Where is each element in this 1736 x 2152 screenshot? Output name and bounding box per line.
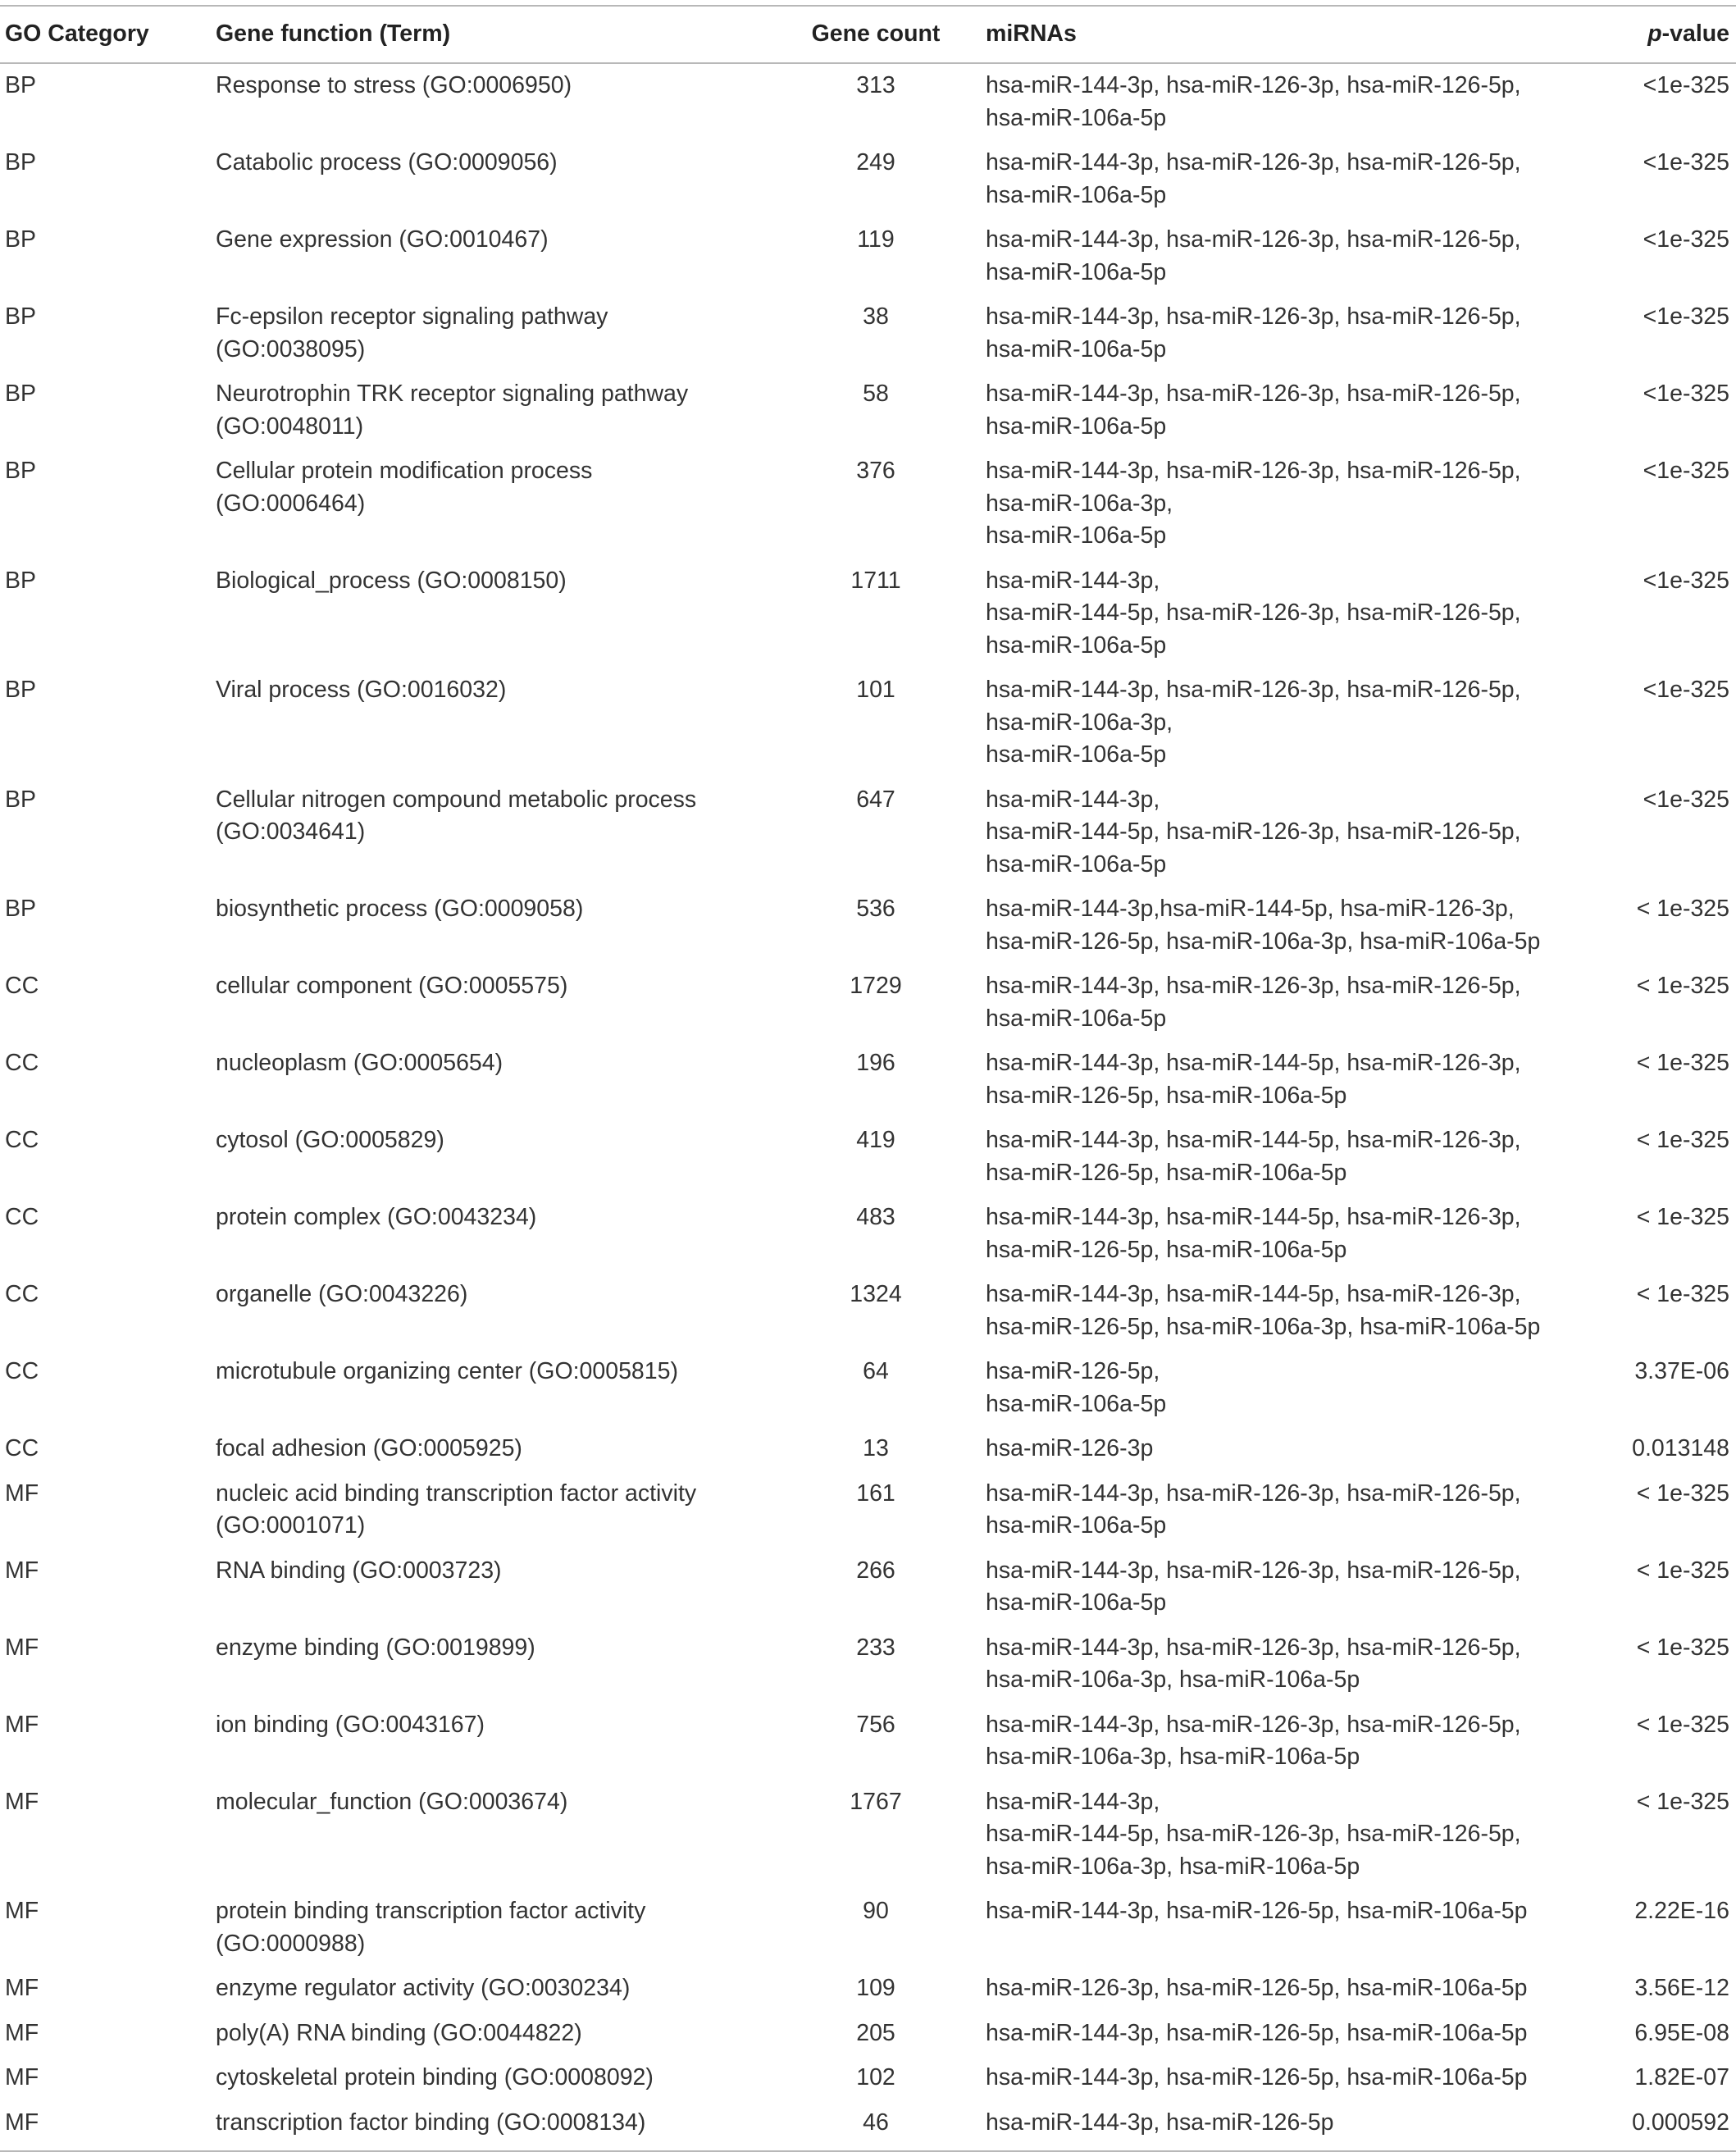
- mirna-line: hsa-miR-106a-3p, hsa-miR-106a-5p: [986, 1744, 1360, 1770]
- cell-p-value: 0.013148: [1632, 1435, 1729, 1461]
- cell-gene-function: [216, 964, 769, 1042]
- mirna-line: hsa-miR-144-3p, hsa-miR-126-3p, hsa-miR-126-5p,: [986, 149, 1521, 176]
- term-line: organelle (GO:0043226): [216, 1281, 468, 1307]
- cell-mirnas: [982, 1196, 1629, 1273]
- term-line: cytosol (GO:0005829): [216, 1127, 444, 1153]
- mirna-line: hsa-miR-106a-5p: [986, 258, 1167, 285]
- cell-gene-function: [216, 1703, 769, 1780]
- cell-go-category: CC: [5, 1050, 39, 1076]
- mirna-line: hsa-miR-106a-3p,: [986, 490, 1173, 517]
- cell-go-category: MF: [5, 1480, 39, 1507]
- cell-gene-function: [216, 2100, 769, 2151]
- cell-p-value: < 1e-325: [1636, 1480, 1729, 1507]
- term-line: nucleoplasm (GO:0005654): [216, 1050, 503, 1076]
- cell-gene-function: [216, 1119, 769, 1196]
- table-row: [0, 1780, 1736, 1890]
- term-line: protein complex (GO:0043234): [216, 1204, 537, 1230]
- mirna-line: hsa-miR-144-3p, hsa-miR-126-3p, hsa-miR-126-5p,: [986, 677, 1521, 703]
- cell-gene-function: [216, 1427, 769, 1472]
- mirna-line: hsa-miR-144-3p, hsa-miR-126-5p: [986, 2109, 1334, 2136]
- cell-go-category: BP: [5, 72, 37, 98]
- table-row: [0, 668, 1736, 778]
- term-line: poly(A) RNA binding (GO:0044822): [216, 2019, 582, 2046]
- term-line: microtubule organizing center (GO:0005815): [216, 1358, 678, 1384]
- cell-go-category: MF: [5, 1634, 39, 1661]
- cell-mirnas: [982, 559, 1629, 668]
- cell-gene-count: 58: [863, 381, 889, 407]
- table-row: [0, 1119, 1736, 1196]
- mirna-line: hsa-miR-144-3p, hsa-miR-126-5p, hsa-miR-106a-5p: [986, 2019, 1528, 2046]
- cell-gene-count: 376: [856, 458, 895, 484]
- term-line: Viral process (GO:0016032): [216, 677, 507, 703]
- term-line: cellular component (GO:0005575): [216, 973, 568, 999]
- cell-go-category: BP: [5, 786, 37, 813]
- mirna-line: hsa-miR-144-3p,: [986, 567, 1160, 594]
- cell-gene-function: [216, 1967, 769, 2012]
- cell-gene-function: [216, 2011, 769, 2056]
- mirna-line: hsa-miR-126-5p, hsa-miR-106a-5p: [986, 1159, 1347, 1186]
- mirna-line: hsa-miR-106a-3p, hsa-miR-106a-5p: [986, 1853, 1360, 1880]
- cell-p-value: <1e-325: [1643, 226, 1729, 253]
- term-line: Cellular protein modification process: [216, 458, 593, 484]
- mirna-line: hsa-miR-126-5p, hsa-miR-106a-3p, hsa-miR-106a-5p: [986, 1313, 1541, 1340]
- header-p-value: [1629, 6, 1736, 63]
- mirna-line: hsa-miR-106a-5p: [986, 850, 1167, 878]
- table-row: [0, 1703, 1736, 1780]
- mirna-line: hsa-miR-106a-5p: [986, 1589, 1167, 1616]
- mirna-line: hsa-miR-106a-5p: [986, 413, 1167, 440]
- cell-p-value: < 1e-325: [1636, 973, 1729, 999]
- mirna-line: hsa-miR-144-3p,hsa-miR-144-5p, hsa-miR-126-3p,: [986, 896, 1515, 922]
- mirna-line: hsa-miR-144-3p, hsa-miR-126-3p, hsa-miR-126-5p,: [986, 973, 1521, 999]
- cell-mirnas: [982, 1119, 1629, 1196]
- table-row: [0, 295, 1736, 372]
- term-line: focal adhesion (GO:0005925): [216, 1435, 522, 1461]
- term-line: cytoskeletal protein binding (GO:0008092): [216, 2064, 654, 2090]
- mirna-line: hsa-miR-144-5p, hsa-miR-126-3p, hsa-miR-126-5p,: [986, 1821, 1521, 1847]
- mirna-line: hsa-miR-144-3p, hsa-miR-144-5p, hsa-miR-126-3p,: [986, 1127, 1521, 1153]
- term-line: nucleic acid binding transcription factor activity: [216, 1480, 697, 1507]
- mirna-line: hsa-miR-126-5p, hsa-miR-106a-5p: [986, 1082, 1347, 1109]
- table-row: [0, 2056, 1736, 2101]
- cell-gene-count: 536: [856, 896, 895, 922]
- mirna-line: hsa-miR-106a-5p: [986, 631, 1167, 659]
- cell-gene-function: [216, 141, 769, 218]
- cell-mirnas: [982, 1780, 1629, 1890]
- cell-gene-function: [216, 1042, 769, 1119]
- term-line: (GO:0001071): [216, 1512, 366, 1539]
- cell-mirnas: [982, 1273, 1629, 1350]
- mirna-line: hsa-miR-144-3p, hsa-miR-144-5p, hsa-miR-126-3p,: [986, 1204, 1521, 1230]
- cell-mirnas: [982, 668, 1629, 778]
- mirna-line: hsa-miR-106a-3p, hsa-miR-106a-5p: [986, 1666, 1360, 1693]
- cell-gene-count: 1711: [850, 567, 901, 594]
- cell-mirnas: [982, 887, 1629, 964]
- table-row: [0, 1042, 1736, 1119]
- cell-gene-count: 46: [769, 2100, 982, 2151]
- cell-gene-function: [216, 1273, 769, 1350]
- cell-p-value: <1e-325: [1643, 677, 1729, 703]
- header-go-category: GO Category: [0, 6, 216, 63]
- mirna-line: hsa-miR-144-3p, hsa-miR-126-3p, hsa-miR-126-5p,: [986, 1711, 1521, 1738]
- mirna-line: hsa-miR-106a-5p: [986, 104, 1167, 131]
- term-line: protein binding transcription factor activity: [216, 1898, 646, 1924]
- cell-go-category: BP: [5, 677, 37, 703]
- header-p-rest: -value: [1661, 21, 1729, 47]
- cell-gene-count: 196: [856, 1050, 895, 1076]
- cell-p-value: <1e-325: [1643, 458, 1729, 484]
- cell-mirnas: [982, 372, 1629, 449]
- table-row: [0, 1625, 1736, 1703]
- mirna-line: hsa-miR-106a-5p: [986, 335, 1167, 362]
- cell-mirnas: [982, 218, 1629, 295]
- cell-mirnas: [982, 449, 1629, 559]
- cell-gene-count: 249: [856, 149, 895, 176]
- cell-gene-function: [216, 372, 769, 449]
- term-line: (GO:0038095): [216, 335, 366, 362]
- cell-p-value: < 1e-325: [1636, 1711, 1729, 1738]
- table-body: [0, 63, 1736, 2152]
- cell-go-category: BP: [5, 896, 37, 922]
- cell-go-category: MF: [0, 2100, 216, 2151]
- mirna-line: hsa-miR-144-3p,: [986, 786, 1160, 813]
- cell-gene-function: [216, 1350, 769, 1427]
- term-line: biosynthetic process (GO:0009058): [216, 896, 584, 922]
- cell-gene-function: [216, 449, 769, 559]
- cell-mirnas: [982, 1548, 1629, 1625]
- table-row: [0, 1350, 1736, 1427]
- mirna-line: hsa-miR-144-3p, hsa-miR-126-3p, hsa-miR-126-5p,: [986, 72, 1521, 98]
- table-row: [0, 449, 1736, 559]
- term-line: ion binding (GO:0043167): [216, 1711, 485, 1738]
- mirna-line: hsa-miR-144-3p,: [986, 1788, 1160, 1815]
- cell-go-category: BP: [5, 303, 37, 330]
- mirna-line: hsa-miR-144-3p, hsa-miR-126-3p, hsa-miR-126-5p,: [986, 1634, 1521, 1661]
- go-enrichment-table: [0, 5, 1736, 2152]
- header-row: [0, 6, 1736, 63]
- cell-gene-function: [216, 63, 769, 141]
- table-header: [0, 6, 1736, 63]
- cell-gene-count: 90: [863, 1898, 889, 1924]
- cell-gene-count: 756: [856, 1711, 895, 1738]
- cell-gene-count: 1729: [850, 973, 902, 999]
- table-row: [0, 1471, 1736, 1548]
- mirna-line: hsa-miR-144-3p, hsa-miR-126-5p, hsa-miR-106a-5p: [986, 2064, 1528, 2090]
- term-line: molecular_function (GO:0003674): [216, 1788, 568, 1815]
- cell-gene-function: [216, 1471, 769, 1548]
- cell-p-value: <1e-325: [1643, 149, 1729, 176]
- cell-gene-function: [216, 1196, 769, 1273]
- cell-p-value: < 1e-325: [1636, 1634, 1729, 1661]
- cell-p-value: <1e-325: [1643, 381, 1729, 407]
- cell-gene-count: 161: [856, 1480, 895, 1507]
- cell-go-category: CC: [5, 1435, 39, 1461]
- cell-gene-count: 109: [856, 1975, 895, 2001]
- cell-mirnas: [982, 1350, 1629, 1427]
- cell-gene-function: [216, 2056, 769, 2101]
- cell-gene-count: 38: [863, 303, 889, 330]
- term-line: Biological_process (GO:0008150): [216, 567, 567, 594]
- cell-gene-function: [216, 668, 769, 778]
- mirna-line: hsa-miR-106a-5p: [986, 522, 1167, 549]
- cell-gene-count: 1324: [850, 1281, 902, 1307]
- mirna-line: hsa-miR-126-5p,: [986, 1358, 1160, 1384]
- cell-p-value: 6.95E-08: [1634, 2019, 1729, 2046]
- cell-p-value: <1e-325: [1643, 303, 1729, 330]
- cell-p-value: 1.82E-07: [1634, 2064, 1729, 2090]
- term-line: (GO:0000988): [216, 1930, 366, 1957]
- cell-go-category: BP: [5, 567, 37, 594]
- cell-go-category: MF: [5, 2019, 39, 2046]
- cell-p-value: < 1e-325: [1636, 1281, 1729, 1307]
- cell-mirnas: [982, 63, 1629, 141]
- term-line: Fc-epsilon receptor signaling pathway: [216, 303, 608, 330]
- mirna-line: hsa-miR-144-5p, hsa-miR-126-3p, hsa-miR-126-5p,: [986, 818, 1521, 845]
- term-line: (GO:0034641): [216, 818, 366, 845]
- cell-p-value: 3.37E-06: [1634, 1358, 1729, 1384]
- cell-gene-function: [216, 1625, 769, 1703]
- table-row: [0, 372, 1736, 449]
- mirna-line: hsa-miR-106a-5p: [986, 181, 1167, 208]
- cell-gene-count: 64: [863, 1358, 889, 1384]
- cell-p-value: < 1e-325: [1636, 896, 1729, 922]
- cell-mirnas: [982, 2100, 1629, 2151]
- cell-p-value: <1e-325: [1643, 72, 1729, 98]
- term-line: transcription factor binding (GO:0008134): [216, 2109, 646, 2136]
- cell-mirnas: [982, 141, 1629, 218]
- cell-gene-function: [216, 1890, 769, 1967]
- cell-gene-count: 101: [856, 677, 895, 703]
- mirna-line: hsa-miR-144-3p, hsa-miR-126-3p, hsa-miR-126-5p,: [986, 303, 1521, 330]
- mirna-line: hsa-miR-126-3p, hsa-miR-126-5p, hsa-miR-106a-5p: [986, 1975, 1528, 2001]
- table-row: [0, 1548, 1736, 1625]
- table-row: [0, 887, 1736, 964]
- cell-mirnas: [982, 777, 1629, 887]
- cell-mirnas: [982, 1890, 1629, 1967]
- table-row: [0, 1890, 1736, 1967]
- cell-gene-count: 313: [856, 72, 895, 98]
- cell-gene-count: 119: [857, 226, 895, 253]
- mirna-line: hsa-miR-144-3p, hsa-miR-144-5p, hsa-miR-126-3p,: [986, 1281, 1521, 1307]
- table-row: [0, 559, 1736, 668]
- cell-p-value: <1e-325: [1643, 786, 1729, 813]
- mirna-line: hsa-miR-144-3p, hsa-miR-126-3p, hsa-miR-126-5p,: [986, 226, 1521, 253]
- table-row: [0, 964, 1736, 1042]
- cell-gene-count: 1767: [850, 1788, 902, 1815]
- cell-go-category: CC: [5, 1281, 39, 1307]
- cell-gene-count: 102: [856, 2064, 895, 2090]
- header-gene-count: Gene count: [769, 6, 982, 63]
- cell-p-value: < 1e-325: [1636, 1050, 1729, 1076]
- mirna-line: hsa-miR-126-5p, hsa-miR-106a-5p: [986, 1236, 1347, 1263]
- cell-gene-function: [216, 1548, 769, 1625]
- cell-mirnas: [982, 1703, 1629, 1780]
- cell-gene-count: 483: [856, 1204, 895, 1230]
- cell-mirnas: [982, 1471, 1629, 1548]
- cell-go-category: CC: [5, 1358, 39, 1384]
- cell-gene-count: 266: [856, 1557, 895, 1584]
- cell-mirnas: [982, 295, 1629, 372]
- table-row: [0, 2011, 1736, 2056]
- mirna-line: hsa-miR-126-5p, hsa-miR-106a-3p, hsa-miR-106a-5p: [986, 928, 1541, 955]
- cell-gene-count: 233: [856, 1634, 895, 1661]
- header-gene-function: Gene function (Term): [216, 6, 769, 63]
- term-line: RNA binding (GO:0003723): [216, 1557, 502, 1584]
- mirna-line: hsa-miR-106a-5p: [986, 1005, 1167, 1032]
- mirna-line: hsa-miR-106a-5p: [986, 741, 1167, 768]
- cell-p-value: < 1e-325: [1636, 1557, 1729, 1584]
- term-line: Response to stress (GO:0006950): [216, 72, 572, 98]
- mirna-line: hsa-miR-106a-5p: [986, 1512, 1167, 1539]
- cell-mirnas: [982, 1042, 1629, 1119]
- term-line: Catabolic process (GO:0009056): [216, 149, 558, 176]
- cell-go-category: MF: [5, 1711, 39, 1738]
- table-row: [0, 1196, 1736, 1273]
- cell-gene-count: 205: [856, 2019, 895, 2046]
- mirna-line: hsa-miR-144-5p, hsa-miR-126-3p, hsa-miR-126-5p,: [986, 600, 1521, 626]
- cell-p-value: 2.22E-16: [1634, 1898, 1729, 1924]
- cell-go-category: MF: [5, 1557, 39, 1584]
- term-line: (GO:0006464): [216, 490, 366, 517]
- mirna-line: hsa-miR-144-3p, hsa-miR-126-3p, hsa-miR-126-5p,: [986, 458, 1521, 484]
- term-line: enzyme regulator activity (GO:0030234): [216, 1975, 631, 2001]
- mirna-line: hsa-miR-106a-5p: [986, 1390, 1167, 1417]
- table-row: [0, 218, 1736, 295]
- cell-gene-count: 13: [863, 1435, 889, 1461]
- mirna-line: hsa-miR-144-3p, hsa-miR-144-5p, hsa-miR-126-3p,: [986, 1050, 1521, 1076]
- cell-gene-function: [216, 777, 769, 887]
- table-row: [0, 2100, 1736, 2151]
- header-p-italic: p: [1647, 21, 1662, 47]
- table-row: [0, 1967, 1736, 2012]
- cell-go-category: BP: [5, 226, 37, 253]
- cell-gene-function: [216, 1780, 769, 1890]
- term-line: Cellular nitrogen compound metabolic process: [216, 786, 697, 813]
- cell-p-value: < 1e-325: [1636, 1788, 1729, 1815]
- mirna-line: hsa-miR-144-3p, hsa-miR-126-3p, hsa-miR-126-5p,: [986, 1480, 1521, 1507]
- cell-go-category: MF: [5, 1898, 39, 1924]
- cell-p-value: 0.000592: [1629, 2100, 1736, 2151]
- term-line: enzyme binding (GO:0019899): [216, 1634, 535, 1661]
- table-row: [0, 777, 1736, 887]
- cell-mirnas: [982, 2011, 1629, 2056]
- cell-gene-function: [216, 887, 769, 964]
- cell-go-category: BP: [5, 381, 37, 407]
- term-line: Neurotrophin TRK receptor signaling pathway: [216, 381, 689, 407]
- cell-gene-count: 419: [856, 1127, 895, 1153]
- mirna-line: hsa-miR-126-3p: [986, 1435, 1154, 1461]
- cell-go-category: CC: [5, 1204, 39, 1230]
- header-mirnas: miRNAs: [982, 6, 1629, 63]
- cell-go-category: BP: [5, 149, 37, 176]
- cell-p-value: < 1e-325: [1636, 1127, 1729, 1153]
- cell-mirnas: [982, 1967, 1629, 2012]
- cell-go-category: MF: [5, 2064, 39, 2090]
- cell-go-category: CC: [5, 973, 39, 999]
- cell-mirnas: [982, 964, 1629, 1042]
- table-row: [0, 141, 1736, 218]
- table-row: [0, 63, 1736, 141]
- cell-gene-count: 647: [856, 786, 895, 813]
- cell-mirnas: [982, 1625, 1629, 1703]
- cell-go-category: MF: [5, 1788, 39, 1815]
- cell-p-value: < 1e-325: [1636, 1204, 1729, 1230]
- cell-gene-function: [216, 295, 769, 372]
- cell-go-category: MF: [5, 1975, 39, 2001]
- term-line: Gene expression (GO:0010467): [216, 226, 549, 253]
- term-line: (GO:0048011): [216, 413, 364, 440]
- cell-gene-function: [216, 218, 769, 295]
- cell-mirnas: [982, 1427, 1629, 1472]
- mirna-line: hsa-miR-144-3p, hsa-miR-126-5p, hsa-miR-106a-5p: [986, 1898, 1528, 1924]
- cell-go-category: CC: [5, 1127, 39, 1153]
- cell-gene-function: [216, 559, 769, 668]
- mirna-line: hsa-miR-144-3p, hsa-miR-126-3p, hsa-miR-126-5p,: [986, 381, 1521, 407]
- mirna-line: hsa-miR-106a-3p,: [986, 709, 1173, 736]
- table-row: [0, 1427, 1736, 1472]
- cell-p-value: 3.56E-12: [1634, 1975, 1729, 2001]
- cell-p-value: <1e-325: [1643, 567, 1729, 594]
- cell-mirnas: [982, 2056, 1629, 2101]
- table-row: [0, 1273, 1736, 1350]
- mirna-line: hsa-miR-144-3p, hsa-miR-126-3p, hsa-miR-126-5p,: [986, 1557, 1521, 1584]
- cell-go-category: BP: [5, 458, 37, 484]
